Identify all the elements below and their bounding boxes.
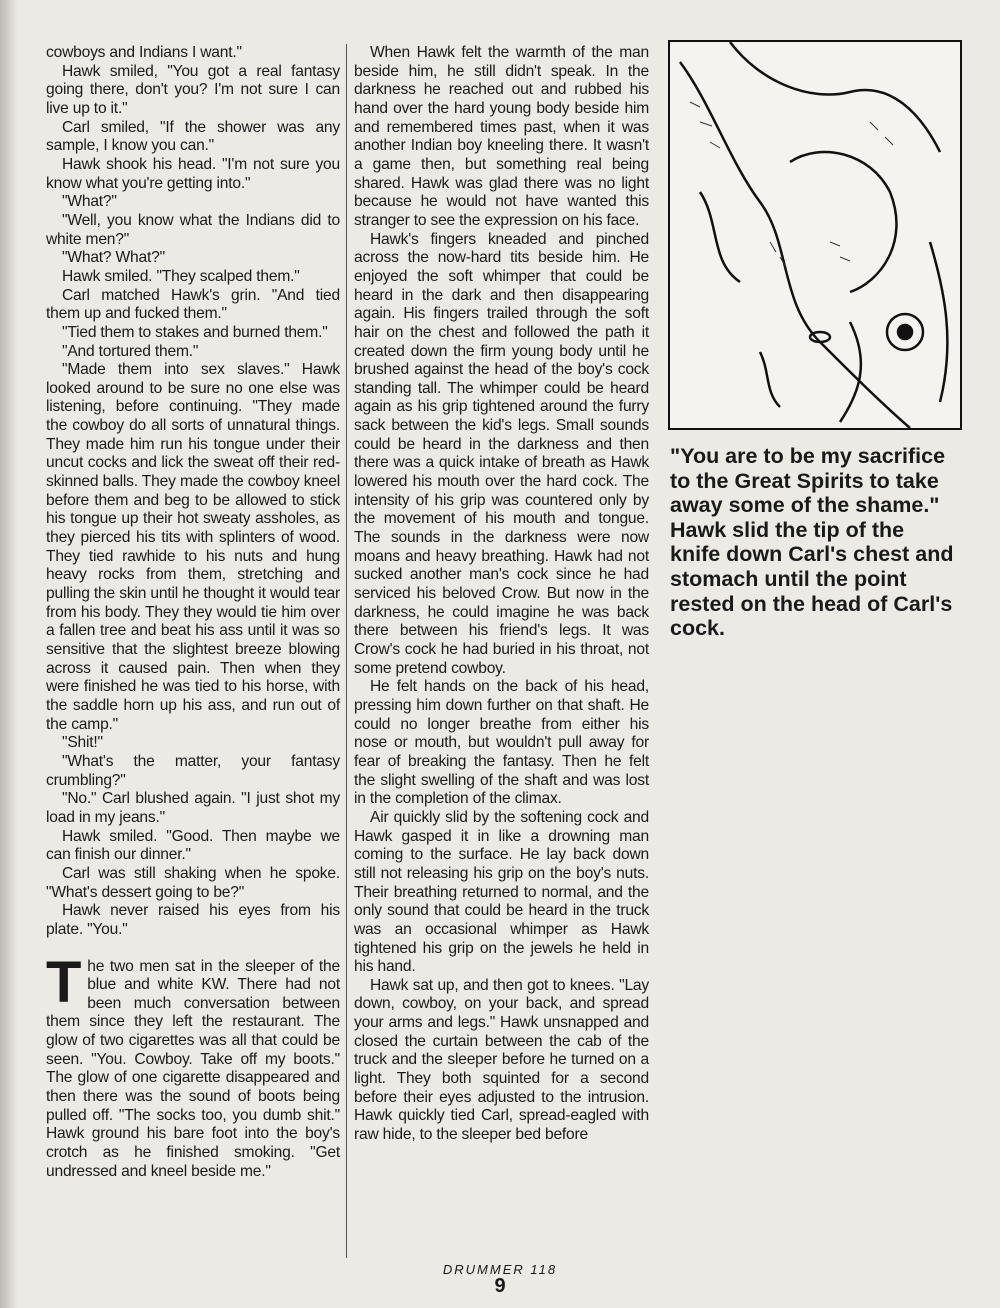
- paragraph: Hawk never raised his eyes from his plate. "You.": [46, 902, 340, 938]
- paragraph: "What's the matter, your fantasy crumbling?": [46, 752, 340, 789]
- magazine-issue: DRUMMER 118: [442, 1262, 558, 1277]
- paragraph: "What? What?": [62, 249, 165, 267]
- page-number: 9: [494, 1275, 506, 1297]
- paragraph: Carl smiled, "If the shower was any sample, I know you can.": [46, 118, 340, 155]
- section-text: he two men sat in the sleeper of the blue and white KW. There had not been much conversation between them since they left the restaurant. The glow of two cigarettes was all that could be seen. "You. Cowboy. Take off my boots." The glow of one cigarette disappeared and then there was the sound of boots being pulled off. "The socks too, you dumb shit." Hawk ground his bare foot into the boy's crotch as he finished smoking. "Get undressed and kneel beside me.": [46, 957, 340, 1180]
- paragraph: cowboys and Indians I want.": [46, 44, 242, 61]
- paragraph: Hawk shook his head. "I'm not sure you know what you're getting into.": [46, 155, 340, 192]
- page-gutter-shadow: [0, 0, 18, 1308]
- paragraph: Air quickly slid by the softening cock and Hawk gasped it in like a drowning man coming to the surface. He lay back down still not releasing his grip on the boy's nuts. Their breathing returned to normal, and the only sound that could be heard in the truck was an occasional whimper as Hawk tightened his grip on the jewels he held in his hand.: [354, 808, 649, 976]
- text-column-1: [46, 44, 340, 1181]
- paragraph: Carl was still shaking when he spoke. "What's dessert going to be?": [46, 864, 340, 901]
- column-divider: [346, 44, 347, 1258]
- paragraph: Hawk smiled. "They scalped them.": [62, 267, 300, 285]
- paragraph: "Made them into sex slaves." Hawk looked around to be sure no one else was listening, before continuing. "They made the cowboy do all sorts of unnatural things. They made him run his tongue under their uncut cocks and lick the sweat off their red-skinned balls. They made the cowboy kneel before them and beg to be allowed to stick his tongue up their hot sweaty assholes, as they pierced his tits with splinters of wood. They tied rawhide to his nuts and hung heavy rocks from them, stretching and pulling the skin until he thought it would tear from his body. They they would tie him over a fallen tree and beat his ass until it was so sensitive that the slightest breeze blowing across it caused pain. Then when they were finished he was tied to his horse, with the saddle horn up his ass, and run out of the camp.": [46, 361, 340, 733]
- paragraph: "What?": [62, 193, 117, 211]
- text-column-2: [354, 44, 649, 1145]
- paragraph: "Shit!": [62, 734, 103, 752]
- paragraph: Hawk smiled, "You got a real fantasy going there, don't you? I'm not sure I can live up to it.": [46, 62, 340, 117]
- paragraph: Hawk's fingers kneaded and pinched across the now-hard tits beside him. He enjoyed the soft whimper that could be heard in the dark and then disappearing again. His fingers trailed through the soft hair on the chest and followed the path it created down the firm young body until he brushed against the head of the boy's cock standing tall. The whimper could be heard again as his grip tightened around the furry sack between the kid's legs. Small sounds could be heard in the darkness and then there was a quick intake of breath as Hawk lowered his mouth over the hard cock. The intensity of his grip was countered only by the movement of his mouth and tongue. The sounds in the darkness were now moans and heavy breathing. Hawk had not sucked another man's cock since he had serviced his beloved Crow. But now in the darkness, he could imagine he was back there between his friend's legs. It was Crow's cock he had buried in his throat, not some pretend cowboy.: [354, 230, 649, 677]
- ink-drawing-illustration: [670, 42, 960, 428]
- paragraph: "Tied them to stakes and burned them.": [62, 323, 328, 341]
- paragraph: Hawk sat up, and then got to knees. "Lay down, cowboy, on your back, and spread your arms and legs." Hawk unsnapped and closed the curtain between the cab of the truck and the sleeper before he turned on a light. They both squinted for a second before their eyes adjusted to the intrusion. Hawk quickly tied Carl, spread-eagled with raw hide, to the sleeper bed before: [354, 976, 649, 1144]
- page-footer: [0, 1262, 1000, 1295]
- paragraph: "No." Carl blushed again. "I just shot my load in my jeans.": [46, 790, 340, 826]
- paragraph: Hawk smiled. "Good. Then maybe we can finish our dinner.": [46, 827, 340, 864]
- illustration: [668, 40, 962, 430]
- paragraph: Carl matched Hawk's grin. "And tied them up and fucked them.": [46, 286, 340, 323]
- drop-cap: T: [46, 949, 82, 1015]
- paragraph: "Well, you know what the Indians did to white men?": [46, 211, 340, 248]
- paragraph: When Hawk felt the warmth of the man beside him, he still didn't speak. In the darkness he reached out and rubbed his hand over the hard young body beside him and remembered times past, when it was another Indian boy kneeling there. It wasn't a game then, but something real being shared. Hawk was glad there was no light because he would not have wanted this stranger to see the expression on his face.: [354, 44, 649, 229]
- section-paragraph: [46, 949, 340, 1182]
- paragraph: "And tortured them.": [62, 342, 199, 360]
- pull-quote-caption: "You are to be my sacrifice to the Great Spirits to take away some of the shame." Hawk slid the tip of the knife down Carl's chest and stomach until the point rested on the head of Carl's cock.: [670, 444, 954, 641]
- paragraph: He felt hands on the back of his head, pressing him down further on that shaft. He could no longer breathe from either his nose or mouth, but wouldn't pull away for fear of breaking the fantasy. Then he felt the slight swelling of the shaft and was lost in the completion of the climax.: [354, 678, 649, 808]
